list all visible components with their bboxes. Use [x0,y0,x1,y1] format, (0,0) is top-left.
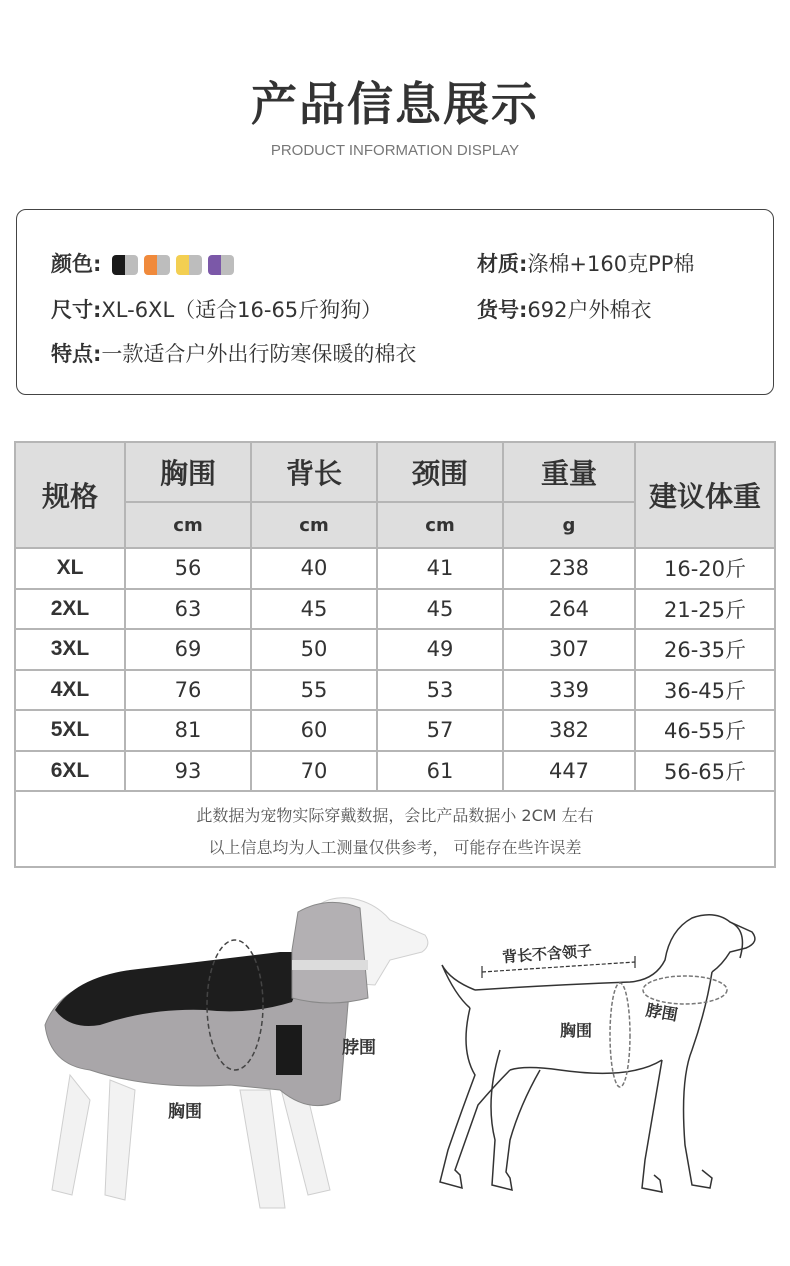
col-header-weight: 重量 [504,443,636,503]
neck-cell: 41 [378,549,504,590]
size-row [51,294,382,324]
diagram-chest-label: 胸围 [560,1021,593,1040]
weight-cell: 339 [504,671,636,712]
color-label: 颜色: [51,252,102,276]
item-number-row [477,294,652,324]
table-note-2: 以上信息均为人工测量仅供参考， 可能存在些许误差 [208,838,582,857]
item-number-value: 692户外棉衣 [527,298,652,322]
dog-coat-photo [30,890,430,1230]
size-table [14,441,776,868]
back-length-cell: 60 [252,711,378,752]
back-length-cell: 50 [252,630,378,671]
item-number-label: 货号: [477,298,528,322]
color-swatches [112,255,234,275]
size-cell: 2XL [16,590,126,631]
spec-header: 规格 [16,443,126,549]
material-label: 材质: [477,252,528,276]
col-unit-chest: cm [126,503,252,549]
chest-cell: 69 [126,630,252,671]
material-row [477,248,694,278]
back-length-cell: 45 [252,590,378,631]
suggested-weight-cell: 56-65斤 [636,752,774,793]
neck-cell: 45 [378,590,504,631]
neck-cell: 61 [378,752,504,793]
suggested-weight-header: 建议体重 [636,443,774,549]
back-length-cell: 55 [252,671,378,712]
size-value: XL-6XL（适合16-65斤狗狗） [101,298,383,322]
chest-cell: 81 [126,711,252,752]
color-swatch [112,255,138,275]
color-swatch [208,255,234,275]
chest-cell: 63 [126,590,252,631]
feature-label: 特点: [51,342,102,366]
dog-measure-diagram [430,900,770,1210]
size-cell: XL [16,549,126,590]
neck-cell: 49 [378,630,504,671]
col-unit-back: cm [252,503,378,549]
col-header-neck: 颈围 [378,443,504,503]
size-cell: 3XL [16,630,126,671]
chest-cell: 93 [126,752,252,793]
weight-cell: 264 [504,590,636,631]
photo-neck-label: 脖围 [342,1038,376,1058]
weight-cell: 238 [504,549,636,590]
col-header-chest: 胸围 [126,443,252,503]
suggested-weight-cell: 26-35斤 [636,630,774,671]
col-unit-weight: g [504,503,636,549]
chest-cell: 76 [126,671,252,712]
suggested-weight-cell: 46-55斤 [636,711,774,752]
material-value: 涤棉+160克PP棉 [527,252,695,276]
weight-cell: 307 [504,630,636,671]
suggested-weight-cell: 36-45斤 [636,671,774,712]
feature-value: 一款适合户外出行防寒保暖的棉衣 [101,342,417,366]
size-cell: 4XL [16,671,126,712]
product-info-box [16,209,774,395]
neck-cell: 53 [378,671,504,712]
diagram-back-label: 背长不含领子 [501,941,593,967]
col-header-back: 背长 [252,443,378,503]
neck-cell: 57 [378,711,504,752]
suggested-weight-cell: 21-25斤 [636,590,774,631]
page-subtitle: PRODUCT INFORMATION DISPLAY [270,142,520,159]
chest-cell: 56 [126,549,252,590]
back-length-cell: 40 [252,549,378,590]
diagram-neck-label: 脖围 [644,1000,680,1025]
col-unit-neck: cm [378,503,504,549]
photo-chest-label: 胸围 [168,1102,202,1122]
back-length-cell: 70 [252,752,378,793]
feature-row [51,338,416,368]
weight-cell: 382 [504,711,636,752]
size-cell: 6XL [16,752,126,793]
page-title: 产品信息展示 [251,77,539,131]
color-swatch [176,255,202,275]
table-note-1: 此数据为宠物实际穿戴数据，会比产品数据小 2CM 左右 [196,806,594,825]
size-label: 尺寸: [51,298,102,322]
weight-cell: 447 [504,752,636,793]
color-row [51,248,234,278]
size-cell: 5XL [16,711,126,752]
color-swatch [144,255,170,275]
suggested-weight-cell: 16-20斤 [636,549,774,590]
